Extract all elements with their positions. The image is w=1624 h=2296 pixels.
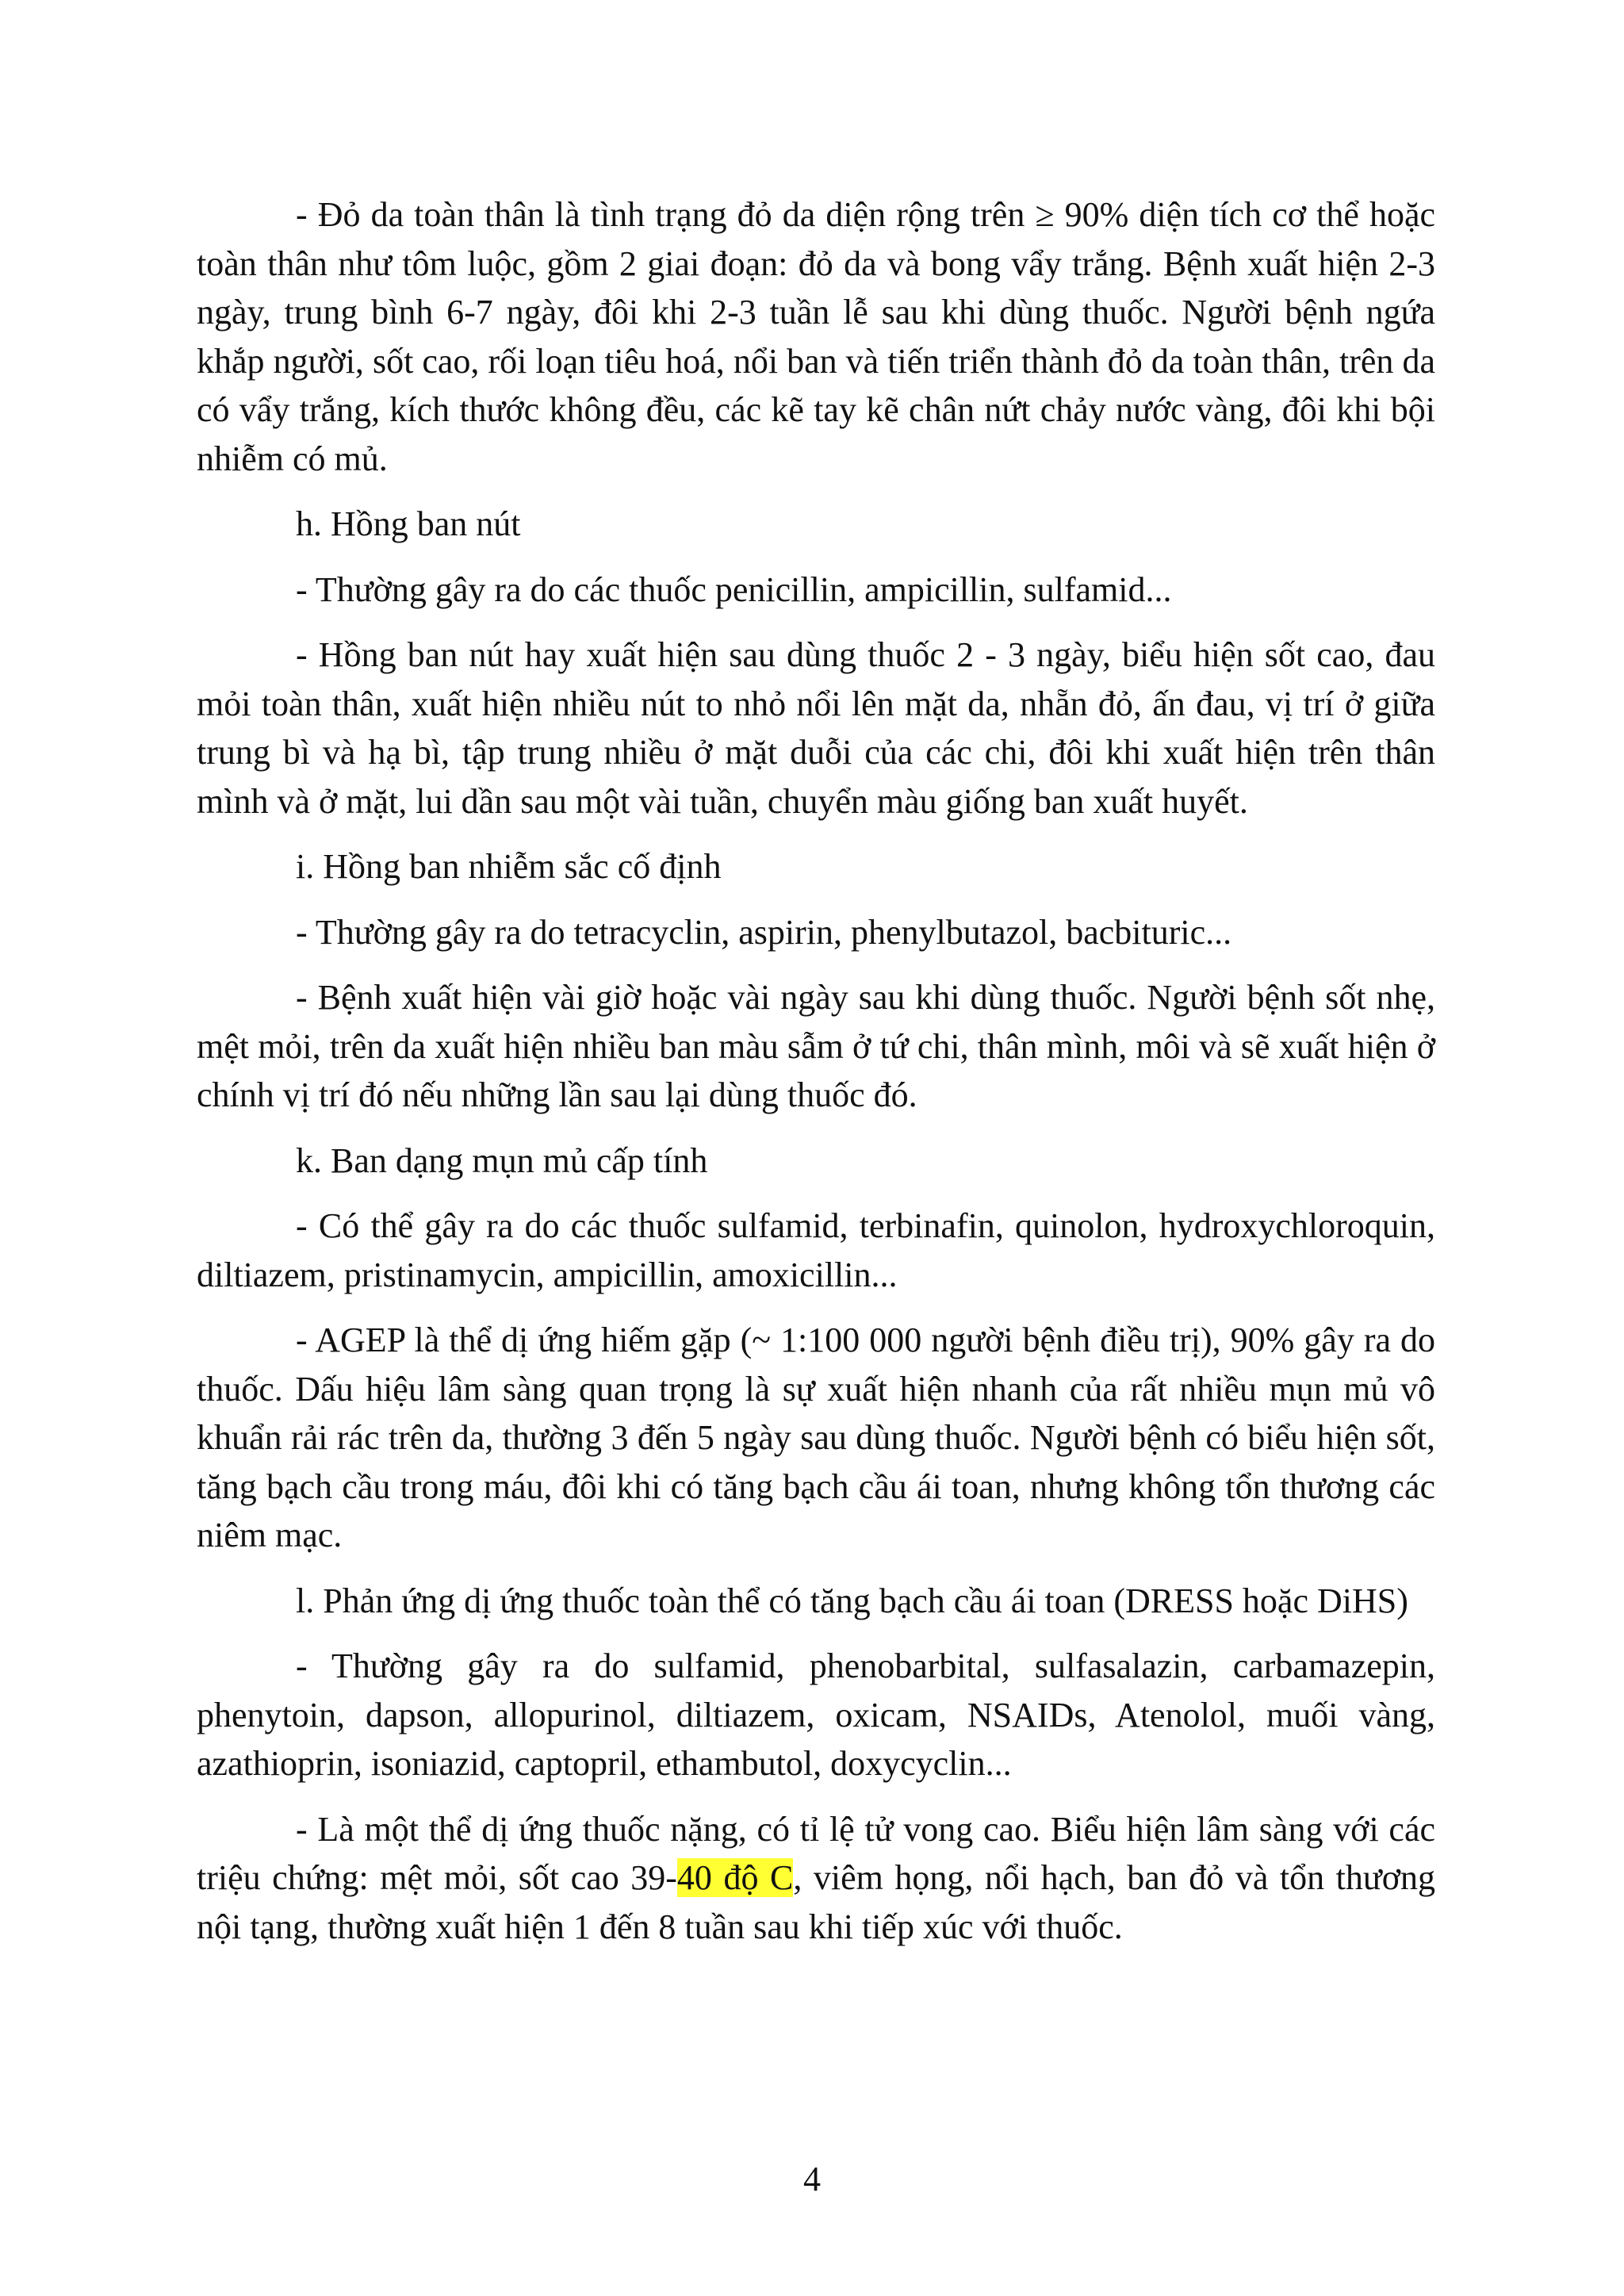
dress-text-before: - Là một thể dị ứng thuốc nặng, có tỉ lệ tử vong cao. Biểu hiện lâm sàng với các triệu chứng: mệt mỏi, sốt cao 39- [197, 1809, 1435, 1897]
dress-text-after: , viêm họng, nổi hạch, ban đỏ và tổn thương nội tạng, thường xuất hiện 1 đến 8 tuần sau khi tiếp xúc với thuốc. [197, 1858, 1435, 1946]
paragraph-dress-causes: - Thường gây ra do sulfamid, phenobarbital, sulfasalazin, carbamazepin, phenytoin, dapson, allopurinol, diltiazem, oxicam, NSAIDs, Atenolol, muối vàng, azathioprin, isoniazid, captopril, ethambutol, doxycyclin... [197, 1646, 1435, 1783]
paragraph-fixed-drug-eruption-causes: - Thường gây ra do tetracyclin, aspirin, phenylbutazol, bacbituric... [296, 912, 1232, 952]
heading-fixed-drug-eruption: i. Hồng ban nhiễm sắc cố định [296, 847, 722, 886]
paragraph-erythema-nodosum-description: - Hồng ban nút hay xuất hiện sau dùng thuốc 2 - 3 ngày, biểu hiện sốt cao, đau mỏi toàn thân, xuất hiện nhiều nút to nhỏ nổi lên mặt da, nhẵn đỏ, ấn đau, vị trí ở giữa trung bì và hạ bì, tập trung nhiều ở mặt duỗi của các chi, đôi khi xuất hiện trên thân mình và ở mặt, lui dần sau một vài tuần, chuyển màu giống ban xuất huyết. [197, 635, 1435, 821]
page-number: 4 [803, 2160, 821, 2198]
paragraph-erythroderma: - Đỏ da toàn thân là tình trạng đỏ da diện rộng trên ≥ 90% diện tích cơ thể hoặc toàn thân như tôm luộc, gồm 2 giai đoạn: đỏ da và bong vẩy trắng. Bệnh xuất hiện 2-3 ngày, trung bình 6-7 ngày, đôi khi 2-3 tuần lễ sau khi dùng thuốc. Người bệnh ngứa khắp người, sốt cao, rối loạn tiêu hoá, nổi ban và tiến triển thành đỏ da toàn thân, trên da có vẩy trắng, kích thước không đều, các kẽ tay kẽ chân nứt chảy nước vàng, đôi khi bội nhiễm có mủ. [197, 195, 1435, 478]
highlighted-text: 40 độ C [676, 1858, 794, 1897]
heading-agep: k. Ban dạng mụn mủ cấp tính [296, 1140, 708, 1180]
paragraph-agep-causes: - Có thể gây ra do các thuốc sulfamid, terbinafin, quinolon, hydroxychloroquin, diltiazem, pristinamycin, ampicillin, amoxicillin... [197, 1206, 1435, 1294]
paragraph-erythema-nodosum-causes: - Thường gây ra do các thuốc penicillin, ampicillin, sulfamid... [296, 569, 1172, 609]
paragraph-dress-description [197, 1805, 1435, 1952]
heading-dress: l. Phản ứng dị ứng thuốc toàn thể có tăng bạch cầu ái toan (DRESS hoặc DiHS) [296, 1581, 1408, 1620]
paragraph-agep-description: - AGEP là thể dị ứng hiếm gặp (~ 1:100 000 người bệnh điều trị), 90% gây ra do thuốc. Dấu hiệu lâm sàng quan trọng là sự xuất hiện nhanh của rất nhiều mụn mủ vô khuẩn rải rác trên da, thường 3 đến 5 ngày sau dùng thuốc. Người bệnh có biểu hiện sốt, tăng bạch cầu trong máu, đôi khi có tăng bạch cầu ái toan, nhưng không tổn thương các niêm mạc. [197, 1320, 1435, 1554]
paragraph-fixed-drug-eruption-description: - Bệnh xuất hiện vài giờ hoặc vài ngày sau khi dùng thuốc. Người bệnh sốt nhẹ, mệt mỏi, trên da xuất hiện nhiều ban màu sẫm ở tứ chi, thân mình, môi và sẽ xuất hiện ở chính vị trí đó nếu những lần sau lại dùng thuốc đó. [197, 978, 1435, 1114]
document-body [197, 190, 1435, 1968]
heading-erythema-nodosum: h. Hồng ban nút [296, 504, 521, 543]
